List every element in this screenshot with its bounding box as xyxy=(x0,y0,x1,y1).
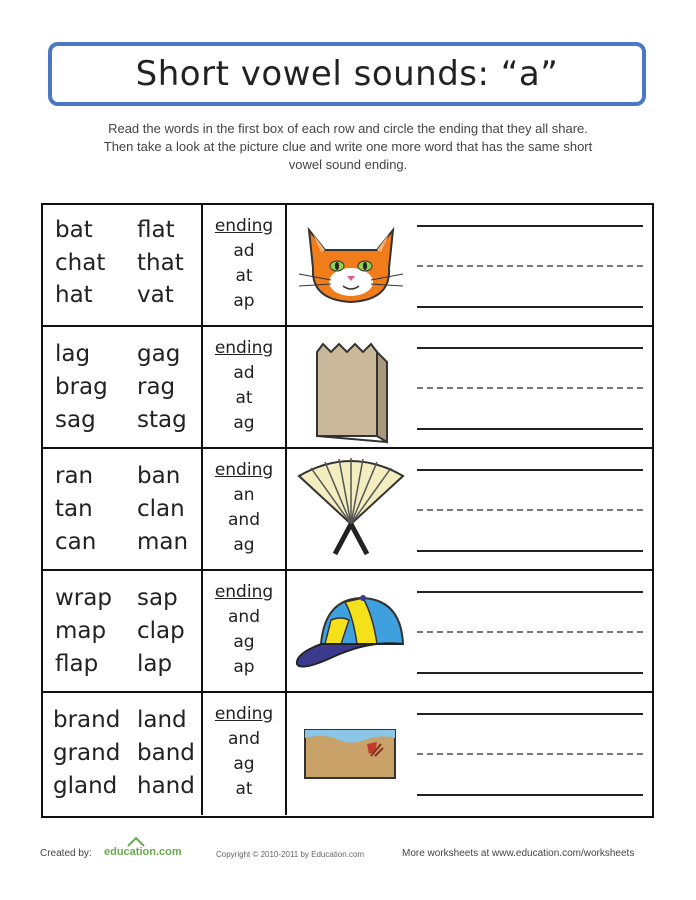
word: lap xyxy=(137,651,173,677)
paper-bag-icon xyxy=(291,332,411,444)
ending-label: ending xyxy=(214,338,274,358)
ending-option[interactable]: and xyxy=(228,729,260,749)
instruction-line: Read the words in the first box of each row and circle the ending that they all share. xyxy=(108,121,588,136)
word: clan xyxy=(137,496,185,522)
word: sag xyxy=(55,407,96,433)
answer-line-middle xyxy=(417,387,643,389)
worksheet-row xyxy=(43,449,652,571)
word: flap xyxy=(55,651,99,677)
answer-line-top xyxy=(417,591,643,593)
ending-label: ending xyxy=(214,216,274,236)
cat-icon xyxy=(291,210,411,322)
worksheet-row xyxy=(43,571,652,693)
ending-option[interactable]: an xyxy=(233,485,255,505)
word: grand xyxy=(53,740,121,766)
answer-line-bottom xyxy=(417,672,643,674)
word: hat xyxy=(55,282,93,308)
word: ran xyxy=(55,463,94,489)
ending-choices xyxy=(203,701,285,802)
ending-option[interactable]: ag xyxy=(233,413,255,433)
footer-more-link[interactable]: More worksheets at www.education.com/worksheets xyxy=(402,848,635,859)
word: tan xyxy=(55,496,93,522)
answer-line-top xyxy=(417,225,643,227)
answer-lines[interactable] xyxy=(417,449,647,569)
worksheet-row xyxy=(43,205,652,327)
answer-line-middle xyxy=(417,509,643,511)
answer-line-middle xyxy=(417,753,643,755)
word: that xyxy=(137,250,184,276)
footer xyxy=(0,846,696,866)
word: man xyxy=(137,529,189,555)
ending-choices xyxy=(203,457,285,558)
land-icon xyxy=(291,698,411,810)
answer-lines[interactable] xyxy=(417,693,647,813)
answer-line-bottom xyxy=(417,428,643,430)
word: hand xyxy=(137,773,195,799)
answer-line-top xyxy=(417,713,643,715)
ending-choices xyxy=(203,579,285,680)
ending-label: ending xyxy=(214,460,274,480)
column-divider xyxy=(285,571,287,691)
word: flat xyxy=(137,217,175,243)
footer-created-by: Created by: xyxy=(40,848,92,859)
word: land xyxy=(137,707,187,733)
ending-option[interactable]: ag xyxy=(233,754,255,774)
cap-icon xyxy=(291,576,411,688)
ending-choices xyxy=(203,213,285,314)
answer-line-bottom xyxy=(417,306,643,308)
word: chat xyxy=(55,250,106,276)
answer-line-bottom xyxy=(417,550,643,552)
ending-option[interactable]: at xyxy=(235,266,253,286)
column-divider xyxy=(285,693,287,815)
word: wrap xyxy=(55,585,112,611)
ending-option[interactable]: ad xyxy=(233,241,255,261)
ending-option[interactable]: and xyxy=(228,607,260,627)
word: rag xyxy=(137,374,176,400)
ending-option[interactable]: ag xyxy=(233,535,255,555)
word: band xyxy=(137,740,195,766)
logo-text: education.com xyxy=(104,846,182,858)
answer-line-top xyxy=(417,347,643,349)
instruction-line: Then take a look at the picture clue and write one more word that has the same short xyxy=(103,139,593,154)
word: brand xyxy=(53,707,121,733)
ending-label: ending xyxy=(214,704,274,724)
education-logo[interactable] xyxy=(104,836,194,862)
word: can xyxy=(55,529,97,555)
word: lag xyxy=(55,341,91,367)
word: map xyxy=(55,618,107,644)
page-title: Short vowel sounds: “a” xyxy=(135,54,559,94)
ending-option[interactable]: at xyxy=(235,779,253,799)
worksheet-row xyxy=(43,327,652,449)
word: gag xyxy=(137,341,181,367)
footer-copyright: Copyright © 2010-2011 by Education.com xyxy=(216,850,365,859)
word: ban xyxy=(137,463,181,489)
worksheet-row xyxy=(43,693,652,815)
ending-option[interactable]: at xyxy=(235,388,253,408)
word: sap xyxy=(137,585,178,611)
answer-lines[interactable] xyxy=(417,205,647,325)
worksheet-table xyxy=(41,203,654,818)
ending-option[interactable]: ad xyxy=(233,363,255,383)
answer-line-middle xyxy=(417,631,643,633)
word: clap xyxy=(137,618,185,644)
ending-option[interactable]: ag xyxy=(233,632,255,652)
answer-lines[interactable] xyxy=(417,571,647,691)
word: brag xyxy=(55,374,108,400)
ending-option[interactable]: and xyxy=(228,510,260,530)
word: stag xyxy=(137,407,187,433)
answer-lines[interactable] xyxy=(417,327,647,447)
instruction-line: vowel sound ending. xyxy=(288,157,408,172)
instructions xyxy=(40,120,656,174)
answer-line-bottom xyxy=(417,794,643,796)
title-box xyxy=(48,42,646,106)
fan-icon xyxy=(291,454,411,566)
column-divider xyxy=(285,449,287,569)
answer-line-top xyxy=(417,469,643,471)
ending-label: ending xyxy=(214,582,274,602)
ending-option[interactable]: ap xyxy=(233,291,255,311)
ending-option[interactable]: ap xyxy=(233,657,255,677)
answer-line-middle xyxy=(417,265,643,267)
column-divider xyxy=(285,205,287,325)
ending-choices xyxy=(203,335,285,436)
word: vat xyxy=(137,282,174,308)
word: gland xyxy=(53,773,118,799)
word: bat xyxy=(55,217,93,243)
column-divider xyxy=(285,327,287,447)
